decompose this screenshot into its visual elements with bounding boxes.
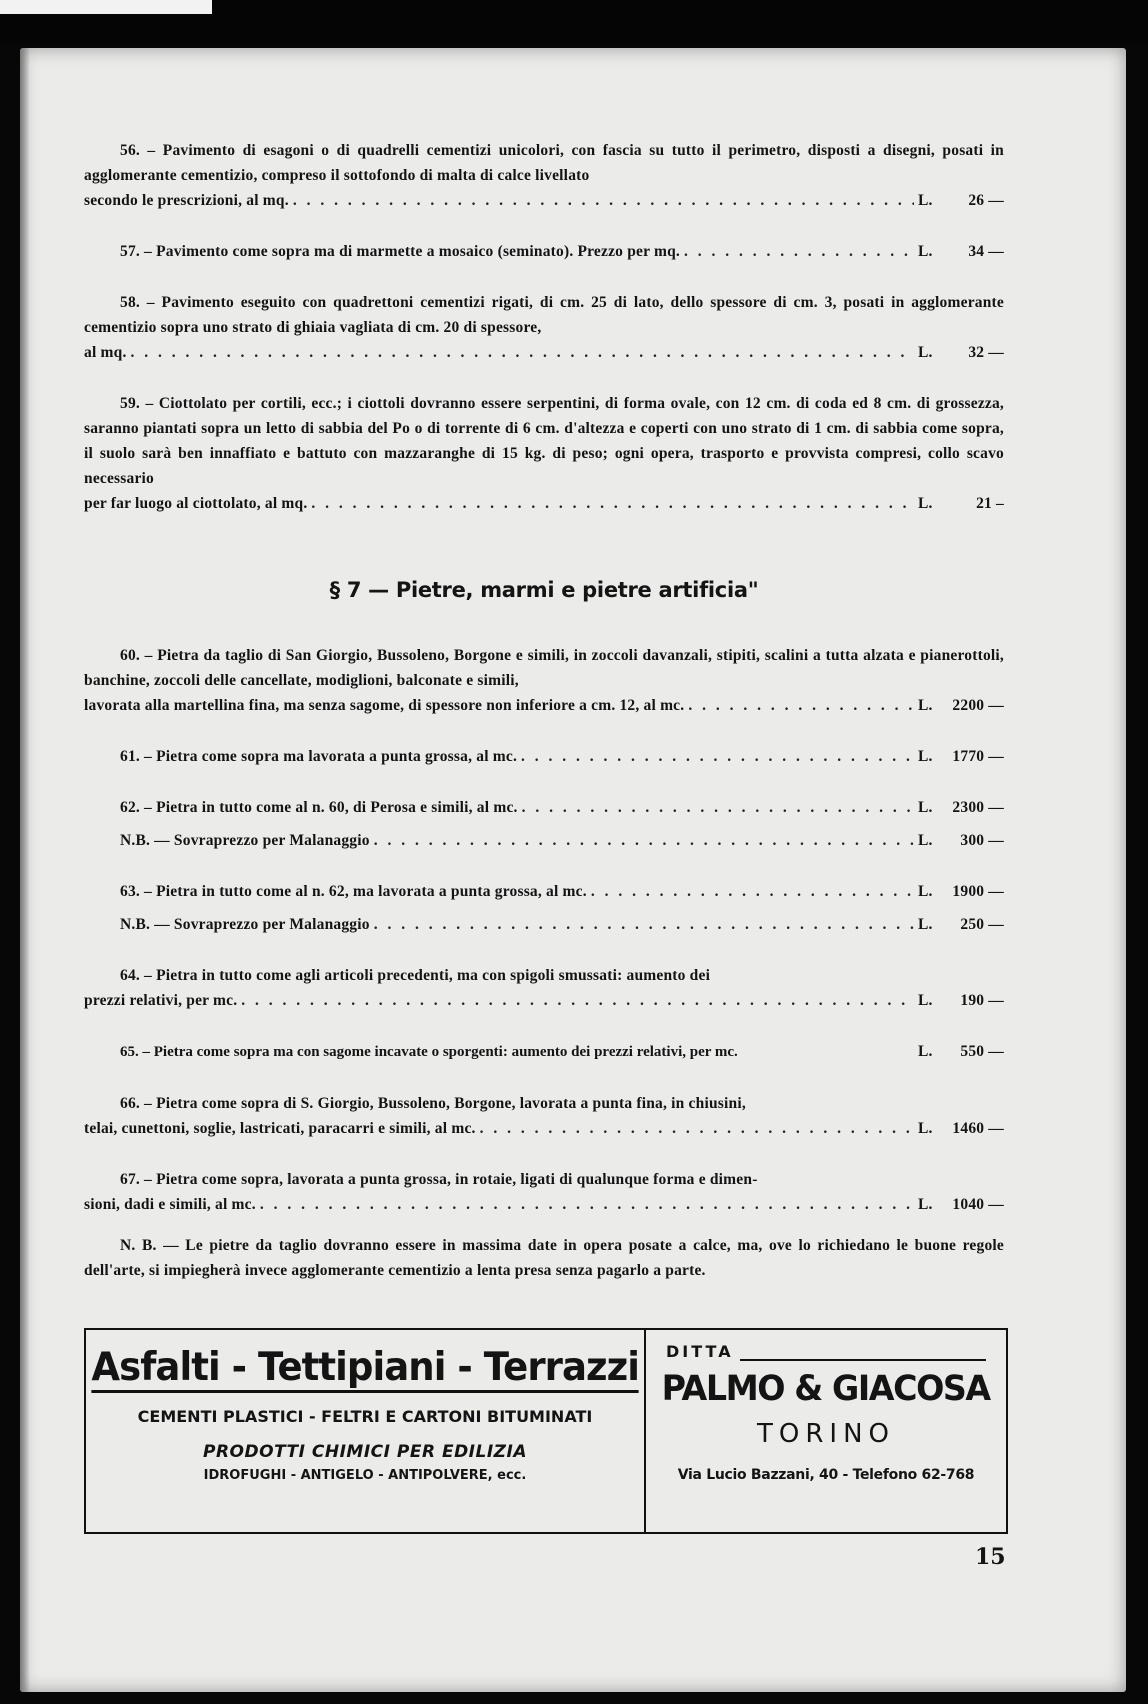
item-last-line bbox=[84, 1192, 1004, 1217]
price-value: 190 — bbox=[960, 992, 1004, 1009]
item-66 bbox=[84, 1091, 1004, 1141]
section-title: § 7 — Pietre, marmi e pietre artificia" bbox=[329, 578, 759, 602]
item-last-text: 62. – Pietra in tutto come al n. 60, di Perosa e simili, al mc. bbox=[120, 799, 518, 816]
item-last-text: sioni, dadi e simili, al mc. bbox=[84, 1196, 256, 1213]
item-65 bbox=[84, 1039, 1004, 1065]
price-value: 34 — bbox=[968, 243, 1004, 260]
price-value: 1040 — bbox=[952, 1196, 1004, 1213]
item-last-text: al mq. bbox=[84, 344, 127, 361]
leader-dots bbox=[480, 1116, 914, 1141]
item-price bbox=[918, 340, 1004, 365]
leader-dots bbox=[131, 340, 914, 365]
ad-company: PALMO & GIACOSA bbox=[661, 1369, 991, 1409]
currency: L. bbox=[918, 799, 933, 816]
price-value: 2200 — bbox=[952, 697, 1004, 714]
item-60 bbox=[84, 643, 1004, 718]
item-price bbox=[918, 795, 1004, 820]
currency: L. bbox=[918, 916, 933, 933]
item-text: 64. – Pietra in tutto come agli articoli precedenti, ma con spigoli smussati: aumento dei bbox=[120, 967, 711, 984]
item-57 bbox=[84, 239, 1004, 264]
currency: L. bbox=[918, 192, 933, 209]
item-last-line bbox=[84, 340, 1004, 365]
item-last-text: 57. – Pavimento come sopra ma di marmette a mosaico (seminato). Prezzo per mq. bbox=[120, 243, 680, 260]
item-64 bbox=[84, 963, 1004, 1013]
leader-dots bbox=[521, 744, 914, 769]
ad-materials: CEMENTI PLASTICI - FELTRI E CARTONI BITUMINATI bbox=[137, 1407, 593, 1426]
item-price bbox=[918, 1192, 1004, 1217]
item-price bbox=[918, 1116, 1004, 1141]
item-text: 66. – Pietra come sopra di S. Giorgio, Bussoleno, Borgone, lavorata a punta fina, in chiusini, bbox=[120, 1095, 746, 1112]
item-text: 56. – Pavimento di esagoni o di quadrelli cementizi unicolori, con fascia su tutto il perimetro, disposti a disegni, posati in agglomerante cementizio, compreso il sottofondo di malta di calce livellato bbox=[84, 142, 1004, 184]
item-last-text: per far luogo al ciottolato, al mq. bbox=[84, 495, 308, 512]
final-note: N. B. — Le pietre da taglio dovranno essere in massima date in opera posate a calce, ma, ove lo richiedano le buone regole dell'arte, si impiegherà invece agglomerante cementizio a lenta presa senza pagarlo a parte. bbox=[84, 1237, 1004, 1279]
currency: L. bbox=[918, 697, 933, 714]
nb-price bbox=[918, 912, 1004, 937]
item-price bbox=[918, 239, 1004, 264]
ad-palmo-giacosa bbox=[646, 1330, 1006, 1532]
ad-asfalti bbox=[86, 1330, 646, 1532]
item-last-line bbox=[84, 988, 1004, 1013]
item-price bbox=[918, 693, 1004, 718]
price-value: 250 — bbox=[960, 916, 1004, 933]
nb-line bbox=[84, 828, 1004, 853]
ad-brand: Asfalti - Tettipiani - Terrazzi bbox=[91, 1346, 639, 1393]
item-price bbox=[918, 491, 1004, 516]
leader-dots bbox=[374, 912, 914, 937]
currency: L. bbox=[918, 495, 933, 512]
item-last-line bbox=[84, 491, 1004, 516]
price-value: 550 — bbox=[960, 1043, 1004, 1060]
item-price bbox=[918, 988, 1004, 1013]
advertisement-box bbox=[84, 1328, 1008, 1534]
ad-ditta-row bbox=[666, 1342, 986, 1361]
item-last-text: 63. – Pietra in tutto come al n. 62, ma lavorata a punta grossa, al mc. bbox=[120, 883, 587, 900]
nb-text: N.B. — Sovraprezzo per Malanaggio bbox=[120, 916, 370, 933]
currency: L. bbox=[918, 748, 933, 765]
document-page bbox=[20, 48, 1126, 1692]
item-last-line bbox=[84, 239, 1004, 264]
ad-ditta-rule bbox=[740, 1349, 986, 1361]
item-last-line bbox=[84, 744, 1004, 769]
item-last-line bbox=[84, 188, 1004, 213]
currency: L. bbox=[918, 243, 933, 260]
nb-price bbox=[918, 828, 1004, 853]
leader-dots bbox=[374, 828, 914, 853]
item-last-text: prezzi relativi, per mc. bbox=[84, 992, 238, 1009]
scan-border-light bbox=[0, 0, 212, 14]
item-56 bbox=[84, 138, 1004, 213]
price-value: 21 – bbox=[976, 495, 1004, 512]
item-61 bbox=[84, 744, 1004, 769]
leader-dots bbox=[684, 239, 914, 264]
currency: L. bbox=[918, 992, 933, 1009]
item-text: 60. – Pietra da taglio di San Giorgio, Bussoleno, Borgone e simili, in zoccoli davanzali, stipiti, scalini a tutta alzata e pianerottoli, banchine, zoccoli delle cancellate, modiglioni, balconate e simili, bbox=[84, 647, 1004, 689]
price-value: 1460 — bbox=[952, 1120, 1004, 1137]
item-last-line bbox=[84, 1039, 1004, 1065]
item-last-text: 61. – Pietra come sopra ma lavorata a punta grossa, al mc. bbox=[120, 748, 518, 765]
item-last-text: 65. – Pietra come sopra ma con sagome incavate o sporgenti: aumento dei prezzi relativi, per mc. bbox=[120, 1044, 738, 1060]
item-price bbox=[918, 879, 1004, 904]
ad-city: TORINO bbox=[757, 1419, 895, 1449]
price-value: 300 — bbox=[960, 832, 1004, 849]
price-value: 32 — bbox=[968, 344, 1004, 361]
leader-dots bbox=[522, 795, 914, 820]
item-price bbox=[918, 188, 1004, 213]
leader-dots bbox=[688, 693, 914, 718]
ad-products: IDROFUGHI - ANTIGELO - ANTIPOLVERE, ecc. bbox=[203, 1468, 527, 1483]
item-62 bbox=[84, 795, 1004, 853]
price-value: 2300 — bbox=[952, 799, 1004, 816]
currency: L. bbox=[918, 1043, 933, 1060]
item-last-line bbox=[84, 1116, 1004, 1141]
item-last-line bbox=[84, 693, 1004, 718]
currency: L. bbox=[918, 1120, 933, 1137]
page-number: 15 bbox=[975, 1544, 1006, 1570]
leader-dots bbox=[311, 491, 914, 516]
price-value: 1900 — bbox=[952, 883, 1004, 900]
ad-address: Via Lucio Bazzani, 40 - Telefono 62-768 bbox=[677, 1467, 975, 1483]
item-63 bbox=[84, 879, 1004, 937]
price-value: 1770 — bbox=[952, 748, 1004, 765]
item-text: 58. – Pavimento eseguito con quadrettoni cementizi rigati, di cm. 25 di lato, dello spessore di cm. 3, posati in agglomerante cementizio sopra uno strato di ghiaia vagliata di cm. 20 di spessore, bbox=[84, 294, 1004, 336]
item-last-line bbox=[84, 795, 1004, 820]
item-58 bbox=[84, 290, 1004, 365]
leader-dots bbox=[241, 988, 914, 1013]
nb-text: N.B. — Sovraprezzo per Malanaggio bbox=[120, 832, 370, 849]
item-price bbox=[918, 1039, 1004, 1064]
currency: L. bbox=[918, 1196, 933, 1213]
currency: L. bbox=[918, 832, 933, 849]
item-last-text: secondo le prescrizioni, al mq. bbox=[84, 192, 289, 209]
currency: L. bbox=[918, 344, 933, 361]
leader-dots bbox=[260, 1192, 914, 1217]
price-value: 26 — bbox=[968, 192, 1004, 209]
leader-dots bbox=[293, 188, 914, 213]
item-last-line bbox=[84, 879, 1004, 904]
item-text: 67. – Pietra come sopra, lavorata a punta grossa, in rotaie, ligati di qualunque forma e dimen- bbox=[120, 1171, 758, 1188]
nb-line bbox=[84, 912, 1004, 937]
item-59 bbox=[84, 391, 1004, 516]
item-text: 59. – Ciottolato per cortili, ecc.; i ciottoli dovranno essere serpentini, di forma ovale, con 12 cm. di coda ed 8 cm. di grossezza, saranno piantati sopra un letto di sabbia del Po o di torrente di 6 cm. d'altezza e coperti con uno strato di 1 cm. di sabbia come sopra, il suolo sarà ben innaffiato e battuto con mazzaranghe di 15 kg. di peso; ogni opera, trasporto e provvista compresi, collo scavo necessario bbox=[84, 395, 1004, 487]
item-last-text: telai, cunettoni, soglie, lastricati, paracarri e simili, al mc. bbox=[84, 1120, 476, 1137]
ad-ditta: DITTA bbox=[666, 1342, 734, 1361]
price-list bbox=[84, 138, 1004, 1283]
item-price bbox=[918, 744, 1004, 769]
item-last-text: lavorata alla martellina fina, ma senza sagome, di spessore non inferiore a cm. 12, al mc. bbox=[84, 697, 685, 714]
leader-dots bbox=[591, 879, 914, 904]
item-67 bbox=[84, 1167, 1004, 1217]
ad-chem: PRODOTTI CHIMICI PER EDILIZIA bbox=[203, 1442, 527, 1462]
currency: L. bbox=[918, 883, 933, 900]
